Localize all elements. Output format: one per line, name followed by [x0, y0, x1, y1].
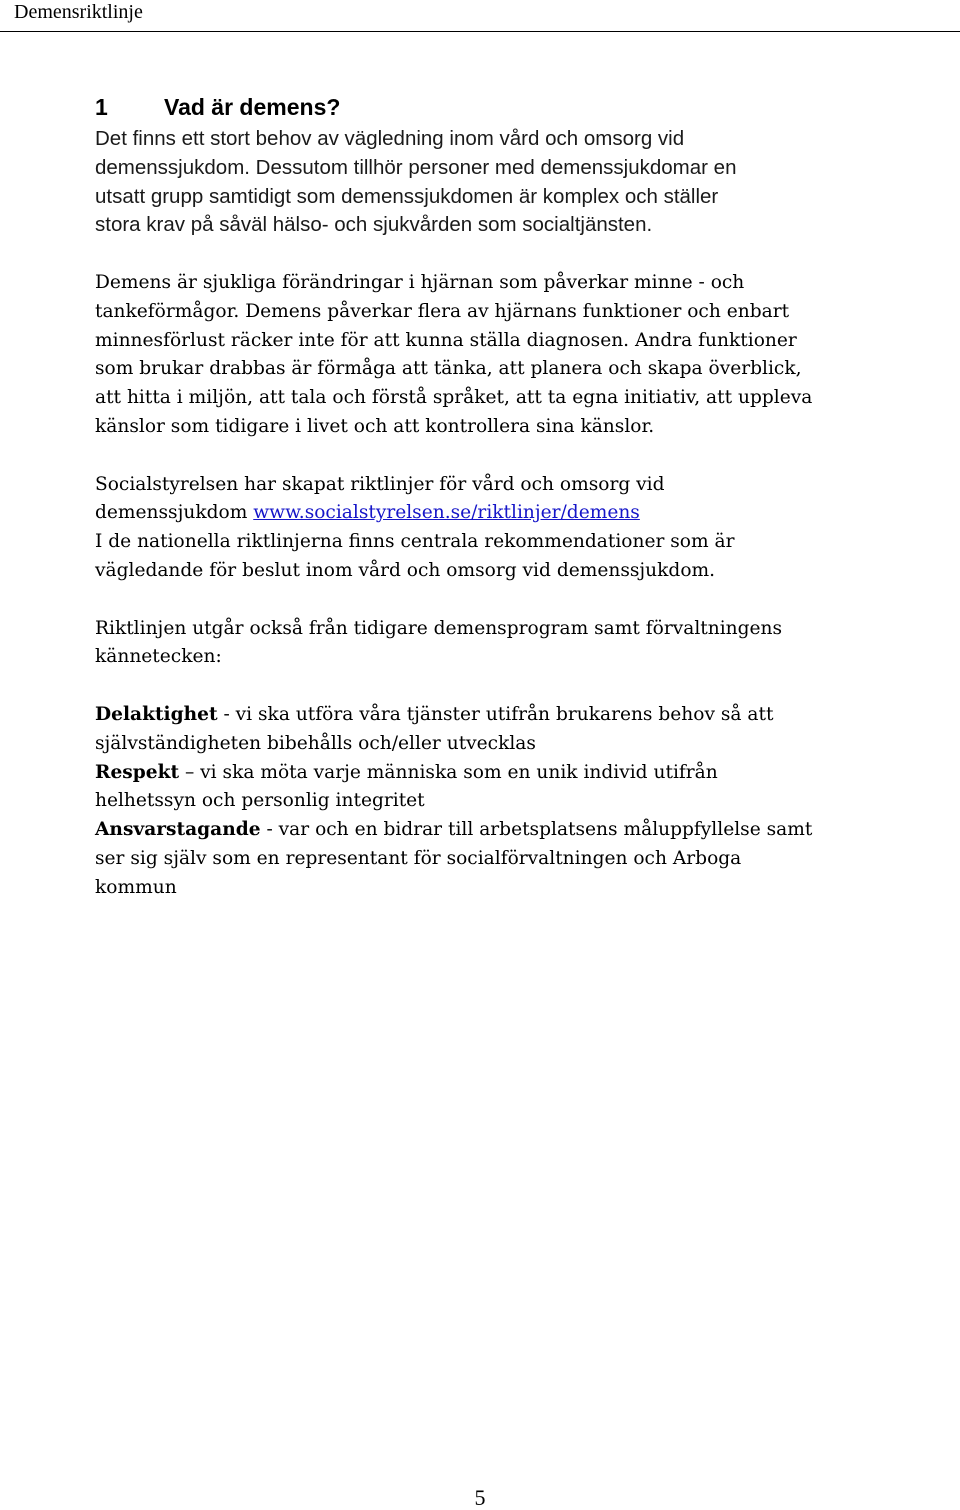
- text-line: som brukar drabbas är förmåga att tänka, att planera och skapa överblick,: [95, 358, 802, 380]
- values-list: [95, 701, 885, 903]
- text-line: Riktlinjen utgår också från tidigare demensprogram samt förvaltningens: [95, 617, 783, 639]
- section-number: 1: [95, 94, 108, 120]
- value-item-ansvarstagande: [95, 816, 885, 902]
- text-line: [95, 816, 885, 845]
- socialstyrelsen-link[interactable]: www.socialstyrelsen.se/riktlinjer/demens: [253, 502, 640, 524]
- value-item-respekt: [95, 759, 885, 817]
- text-line: Demens är sjukliga förändringar i hjärnan som påverkar minne - och: [95, 271, 745, 293]
- text-line: tankeförmågor. Demens påverkar flera av hjärnans funktioner och enbart: [95, 300, 790, 322]
- text-line: minnesförlust räcker inte för att kunna ställa diagnosen. Andra funktioner: [95, 329, 797, 351]
- text-line: känslor som tidigare i livet och att kontrollera sina känslor.: [95, 415, 655, 437]
- page-number: 5: [474, 1485, 486, 1510]
- text-line: utsatt grupp samtidigt som demenssjukdomen är komplex och ställer: [95, 184, 719, 208]
- text-line: att hitta i miljön, att tala och förstå språket, att ta egna initiativ, att uppleva: [95, 387, 813, 409]
- value-term: Ansvarstagande: [95, 819, 261, 841]
- value-description: – vi ska möta varje människa som en unik individ utifrån: [179, 761, 718, 783]
- paragraph-spacer: [95, 442, 885, 471]
- value-term: Respekt: [95, 761, 180, 783]
- paragraph-spacer: [95, 586, 885, 615]
- definition-paragraph: [95, 269, 885, 442]
- paragraph-spacer: [95, 672, 885, 701]
- text-line: kommun: [95, 876, 177, 898]
- paragraph-spacer: [95, 240, 885, 269]
- text-line: helhetssyn och personlig integritet: [95, 790, 425, 812]
- intro-paragraph: [95, 125, 885, 240]
- text-line: demenssjukdom. Dessutom tillhör personer med demenssjukdomar en: [95, 155, 737, 179]
- document-title: Demensriktlinje: [14, 1, 143, 23]
- page-content: [95, 92, 885, 903]
- text-line: I de nationella riktlinjerna finns centrala rekommendationer som är: [95, 531, 735, 553]
- text-line: Det finns ett stort behov av vägledning inom vård och omsorg vid: [95, 127, 685, 150]
- guidelines-paragraph: [95, 471, 885, 586]
- value-item-delaktighet: [95, 701, 885, 759]
- text-fragment: demenssjukdom: [95, 502, 254, 524]
- basis-paragraph: [95, 615, 885, 673]
- running-header: [0, 0, 960, 32]
- section-title: Vad är demens?: [164, 94, 341, 120]
- text-line: stora krav på såväl hälso- och sjukvården som socialtjänsten.: [95, 213, 653, 237]
- text-line: [95, 759, 885, 788]
- value-description: - var och en bidrar till arbetsplatsens måluppfyllelse samt: [260, 819, 813, 841]
- text-line: Socialstyrelsen har skapat riktlinjer för vård och omsorg vid: [95, 473, 665, 495]
- text-line: kännetecken:: [95, 646, 222, 668]
- text-line: självständigheten bibehålls och/eller utvecklas: [95, 732, 536, 754]
- text-line: [95, 701, 885, 730]
- text-line: ser sig själv som en representant för socialförvaltningen och Arboga: [95, 847, 742, 869]
- text-line: [95, 499, 885, 528]
- value-description: - vi ska utföra våra tjänster utifrån brukarens behov så att: [217, 703, 774, 725]
- text-line: vägledande för beslut inom vård och omsorg vid demenssjukdom.: [95, 559, 716, 581]
- section-heading: [95, 92, 885, 122]
- value-term: Delaktighet: [95, 703, 218, 725]
